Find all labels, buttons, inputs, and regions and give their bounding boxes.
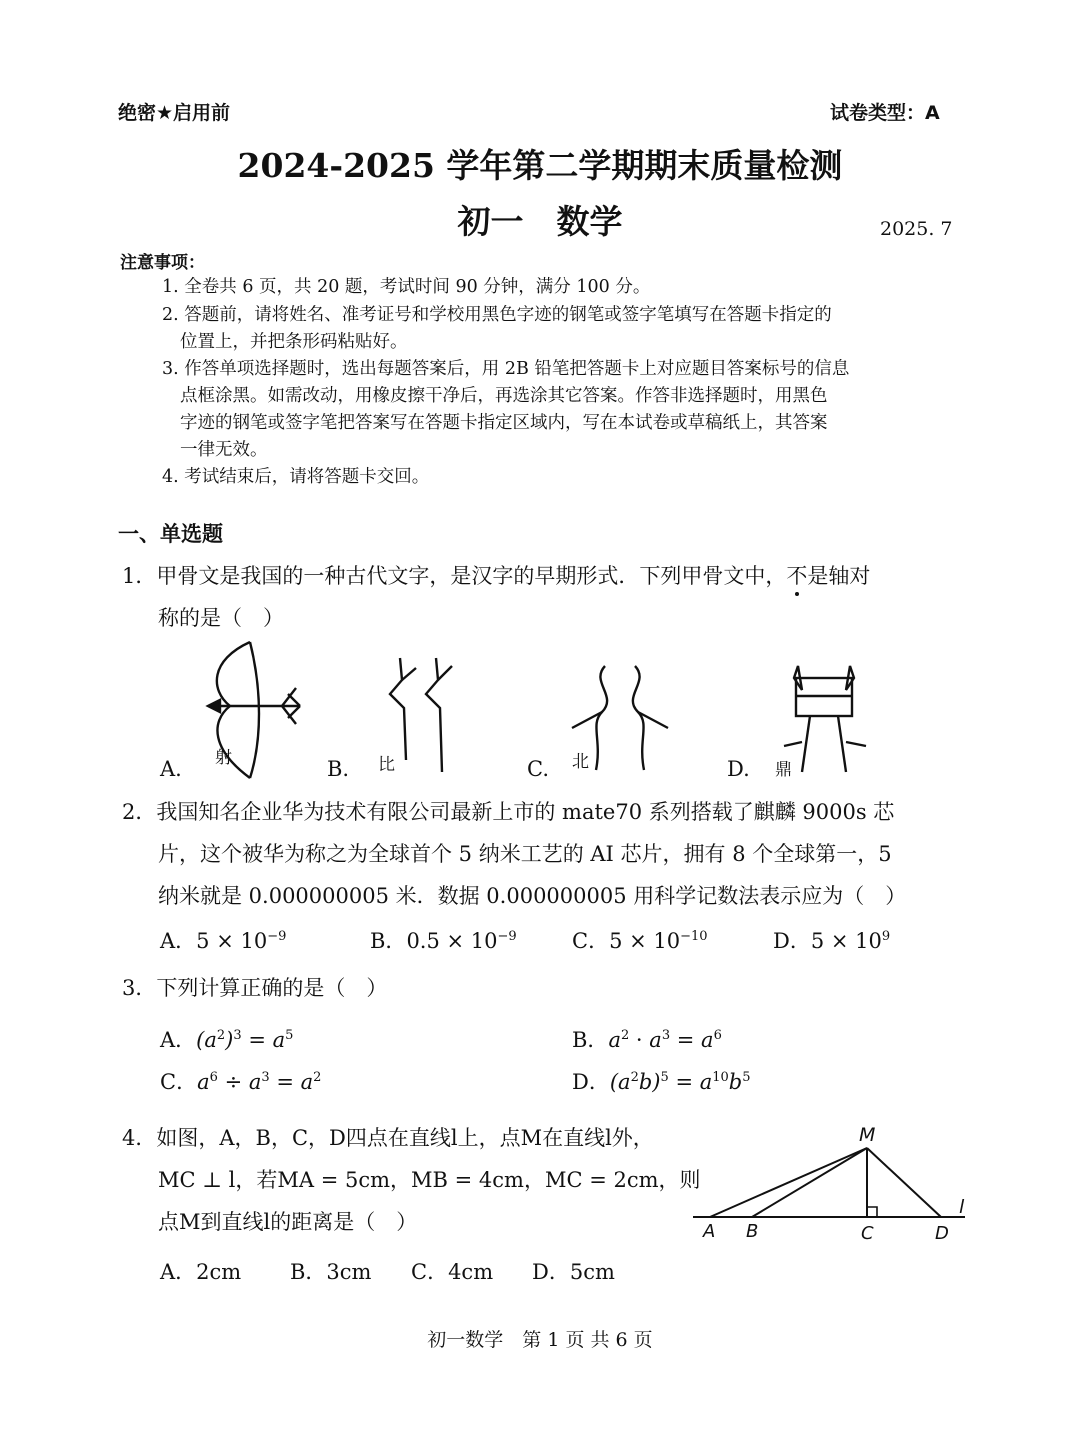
q4-stem-line2: MC ⊥ l，若MA = 5cm，MB = 4cm，MC = 2cm，则 bbox=[158, 1168, 701, 1192]
q4-stem-line3: 点M到直线l的距离是（ ） bbox=[158, 1210, 418, 1234]
segment-mb bbox=[752, 1148, 867, 1217]
segment-ma bbox=[710, 1148, 867, 1217]
confidential-label: 绝密★启用前 bbox=[118, 102, 231, 124]
exam-title: 2024-2025 学年第二学期期末质量检测 bbox=[237, 146, 843, 185]
q2-option-b[interactable] bbox=[370, 925, 517, 955]
option-exponent: −9 bbox=[497, 929, 517, 944]
q1-option-d-label[interactable]: D. bbox=[727, 757, 750, 781]
option-exponent: −10 bbox=[680, 929, 708, 944]
notice-line: 点框涂黑。如需改动，用橡皮擦干净后，再选涂其它答案。作答非选择题时，用黑色 bbox=[180, 386, 828, 406]
paper-type-label: 试卷类型：A bbox=[830, 102, 940, 124]
exam-date: 2025. 7 bbox=[880, 218, 953, 240]
option-b-char: 比 bbox=[378, 755, 395, 775]
option-d-char: 鼎 bbox=[775, 760, 792, 780]
q1-option-a-label[interactable]: A. bbox=[160, 757, 182, 781]
notice-line: 1. 全卷共 6 页，共 20 题，考试时间 90 分钟，满分 100 分。 bbox=[162, 277, 651, 297]
option-label: A． bbox=[160, 1028, 197, 1052]
q1-stem-line1 bbox=[122, 560, 870, 590]
option-base: 5 × 10 bbox=[810, 929, 882, 953]
q4-option-c[interactable]: C．4cm bbox=[411, 1260, 494, 1284]
notice-line: 3. 作答单项选择题时，选出每题答案后，用 2B 铅笔把答题卡上对应题目答案标号的信息 bbox=[162, 359, 850, 379]
option-base: 0.5 × 10 bbox=[406, 929, 498, 953]
q3-option-b[interactable]: B．$a^2 \cdot a^3 = a^6$ bbox=[572, 1028, 722, 1052]
label-d: D bbox=[935, 1223, 949, 1244]
option-base: 5 × 10 bbox=[609, 929, 681, 953]
option-label: B． bbox=[572, 1028, 609, 1052]
q4-figure bbox=[685, 1115, 985, 1250]
right-angle-mark bbox=[867, 1207, 877, 1217]
label-c: C bbox=[861, 1223, 874, 1244]
q4-option-b[interactable]: B．3cm bbox=[290, 1260, 372, 1284]
option-c-char: 北 bbox=[572, 752, 589, 772]
notice-line: 4. 考试结束后，请将答题卡交回。 bbox=[162, 467, 430, 487]
notice-line: 一律无效。 bbox=[180, 440, 268, 460]
q3-stem: 3．下列计算正确的是（ ） bbox=[122, 976, 388, 1000]
q2-option-c[interactable] bbox=[572, 925, 708, 955]
option-label: D． bbox=[773, 929, 811, 953]
q2-option-d[interactable] bbox=[773, 925, 890, 955]
oracle-ding-figure bbox=[784, 666, 866, 772]
label-l: l bbox=[959, 1196, 965, 1218]
q1-option-c-label[interactable]: C. bbox=[527, 757, 549, 781]
segment-md bbox=[867, 1148, 941, 1217]
option-label: B． bbox=[370, 929, 407, 953]
q4-option-d[interactable]: D．5cm bbox=[532, 1260, 615, 1284]
q2-option-a[interactable] bbox=[160, 925, 286, 955]
q1-option-b-label[interactable]: B. bbox=[327, 757, 350, 781]
q1-stem-line2: 称的是（ ） bbox=[158, 606, 284, 630]
option-label: D． bbox=[572, 1070, 610, 1094]
label-b: B bbox=[746, 1221, 759, 1242]
subject-title: 初一 数学 bbox=[457, 202, 623, 241]
q3-option-c[interactable]: C．$a^6 \div a^3 = a^2$ bbox=[160, 1070, 322, 1094]
option-label: C． bbox=[160, 1070, 198, 1094]
notice-line: 字迹的钢笔或签字笔把答案写在答题卡指定区域内，写在本试卷或草稿纸上，其答案 bbox=[180, 413, 828, 433]
option-base: 5 × 10 bbox=[196, 929, 268, 953]
q4-stem-line1: 4．如图，A，B，C，D四点在直线l上，点M在直线l外， bbox=[122, 1126, 654, 1150]
q3-option-d[interactable]: D．$(a^2b)^5 = a^{10}b^5$ bbox=[572, 1070, 751, 1094]
q3-option-a[interactable]: A．$(a^2)^3 = a^5$ bbox=[160, 1028, 294, 1052]
oracle-bi-figure bbox=[390, 658, 452, 772]
notice-heading: 注意事项： bbox=[120, 253, 205, 273]
option-exponent: 9 bbox=[881, 929, 891, 944]
notice-line: 2. 答题前，请将姓名、准考证号和学校用黑色字迹的钢笔或签字笔填写在答题卡指定的 bbox=[162, 305, 832, 325]
option-label: A． bbox=[160, 929, 197, 953]
option-a-char: 射 bbox=[215, 748, 232, 768]
notice-line: 位置上，并把条形码粘贴好。 bbox=[180, 332, 408, 352]
q2-stem-line1: 2．我国知名企业华为技术有限公司最新上市的 mate70 系列搭载了麒麟 9000s 芯 bbox=[122, 800, 895, 824]
q2-stem-line3: 纳米就是 0.000000005 米．数据 0.000000005 用科学记数法表示应为（ ） bbox=[158, 884, 907, 908]
q1-text-a: 1．甲骨文是我国的一种古代文字，是汉字的早期形式．下列甲骨文中， bbox=[122, 564, 787, 588]
q1-emphasis: 不 bbox=[786, 560, 807, 590]
option-label: C． bbox=[572, 929, 610, 953]
q4-option-a[interactable]: A．2cm bbox=[160, 1260, 242, 1284]
q2-stem-line2: 片，这个被华为称之为全球首个 5 纳米工艺的 AI 芯片，拥有 8 个全球第一，5 bbox=[158, 842, 892, 866]
option-exponent: −9 bbox=[267, 929, 287, 944]
q1-text-b: 是轴对 bbox=[807, 564, 871, 588]
page-footer: 初一数学 第 1 页 共 6 页 bbox=[427, 1329, 653, 1351]
label-m: M bbox=[859, 1124, 876, 1146]
label-a: A bbox=[703, 1221, 716, 1242]
section-title: 一、单选题 bbox=[118, 522, 223, 546]
